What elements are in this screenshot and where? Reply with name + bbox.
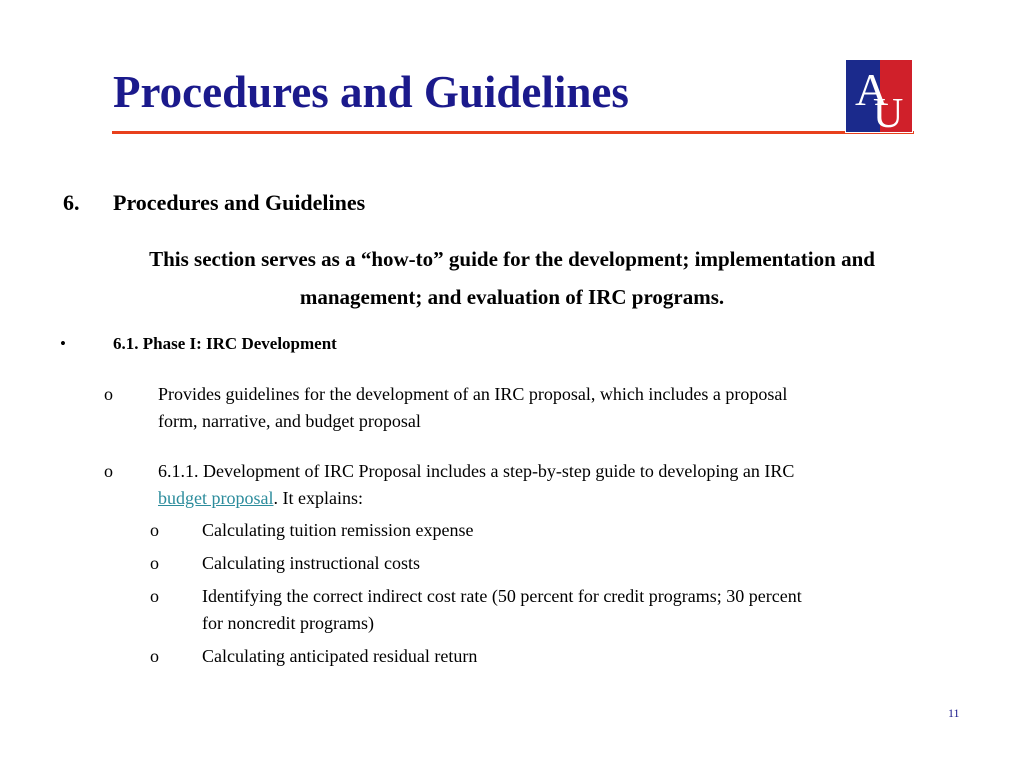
- page-number: 11: [948, 706, 960, 720]
- logo-letter-u: U: [873, 91, 904, 133]
- title-underline: [112, 131, 914, 134]
- list-item-line: Provides guidelines for the development of an IRC proposal, which includes a proposal: [158, 384, 788, 404]
- list-item-line: form, narrative, and budget proposal: [158, 411, 421, 431]
- nested-list-item-text: Calculating instructional costs: [202, 553, 420, 573]
- intro-line-2: management; and evaluation of IRC programs.: [299, 285, 725, 309]
- slide-title: Procedures and Guidelines: [113, 67, 629, 117]
- list-item-line-end: . It explains:: [273, 488, 363, 508]
- intro-paragraph: [60, 240, 964, 316]
- nested-list-item-line: for noncredit programs): [202, 613, 374, 633]
- circle-bullet-icon: o: [104, 384, 113, 404]
- circle-bullet-icon: o: [150, 646, 159, 666]
- list-item-line: 6.1.1. Development of IRC Proposal includes a step-by-step guide to developing an IRC: [158, 461, 795, 481]
- nested-list-item-text: Calculating anticipated residual return: [202, 646, 478, 666]
- section-heading: [63, 190, 365, 216]
- list-item-text: [158, 458, 944, 512]
- nested-list-item-line: Identifying the correct indirect cost rate (50 percent for credit programs; 30 percent: [202, 586, 802, 606]
- circle-bullet-icon: o: [150, 586, 159, 606]
- bullet-icon: •: [60, 334, 66, 353]
- nested-list-item-text: [202, 583, 950, 637]
- list-item-text: [158, 381, 944, 435]
- circle-bullet-icon: o: [104, 461, 113, 481]
- logo-letter-a: A: [855, 64, 889, 115]
- section-number: 6.: [63, 190, 80, 215]
- au-logo: [845, 59, 913, 133]
- circle-bullet-icon: o: [150, 553, 159, 573]
- subsection-heading: [60, 334, 337, 354]
- budget-proposal-link[interactable]: budget proposal: [158, 488, 274, 508]
- intro-line-1: This section serves as a “how-to” guide for the development; implementation and: [149, 247, 875, 271]
- nested-list-item-text: Calculating tuition remission expense: [202, 520, 474, 540]
- subsection-heading-text: 6.1. Phase I: IRC Development: [113, 334, 337, 353]
- circle-bullet-icon: o: [150, 520, 159, 540]
- section-heading-text: Procedures and Guidelines: [113, 190, 366, 215]
